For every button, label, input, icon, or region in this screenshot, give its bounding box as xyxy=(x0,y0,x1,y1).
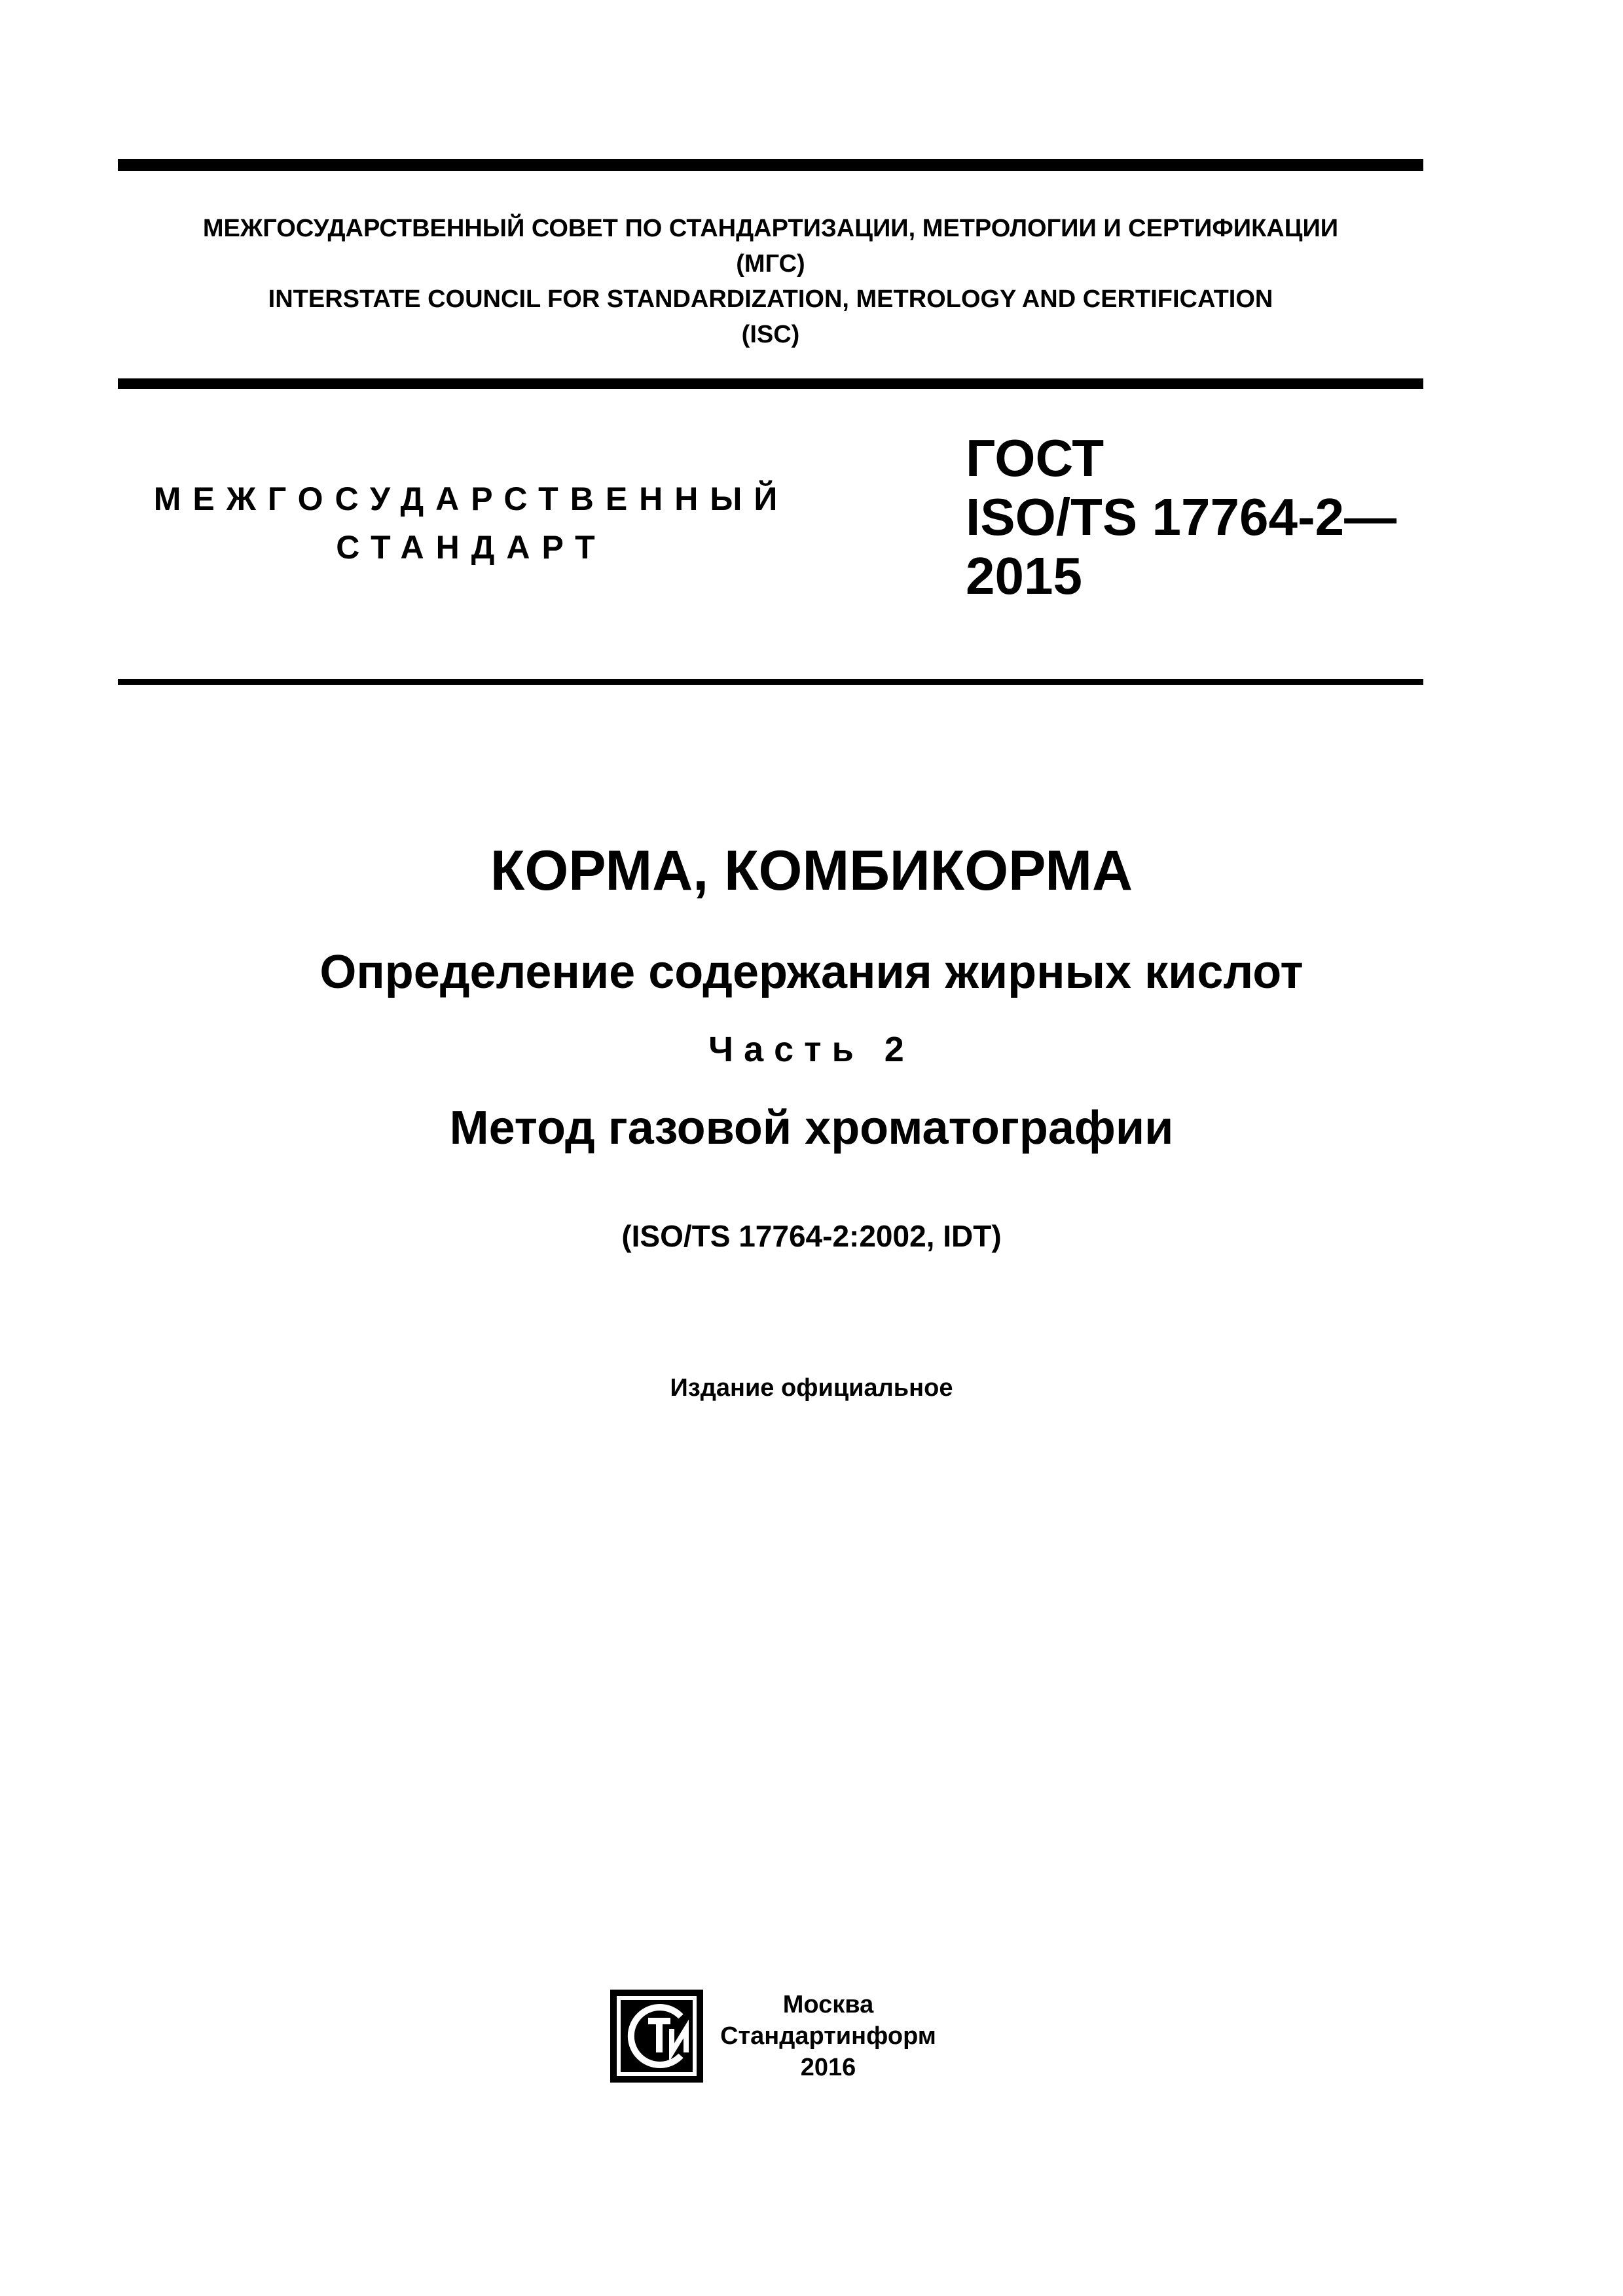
standard-type xyxy=(144,475,799,572)
publisher-city: Москва xyxy=(782,1991,874,2018)
council-name-en: INTERSTATE COUNCIL FOR STANDARDIZATION, METROLOGY AND CERTIFICATION xyxy=(268,285,1273,313)
council-abbr-en: (ISC) xyxy=(741,321,800,348)
standartinform-logo-icon xyxy=(608,1987,706,2085)
standard-designation xyxy=(966,429,1396,606)
council-abbr-ru: (МГС) xyxy=(736,250,805,278)
header-rule xyxy=(118,378,1423,389)
document-method: Метод газовой хроматографии xyxy=(449,1102,1174,1154)
iso-reference: (ISO/TS 17764-2:2002, IDT) xyxy=(621,1219,1002,1253)
document-subtitle: Определение содержания жирных кислот xyxy=(319,946,1304,998)
designation-number: ISO/TS 17764-2— xyxy=(966,488,1397,546)
document-title: КОРМА, КОМБИКОРМА xyxy=(490,839,1133,902)
council-header xyxy=(118,211,1423,352)
publisher-name: Стандартинформ xyxy=(720,2022,936,2050)
designation-gost: ГОСТ xyxy=(966,429,1104,487)
council-name-ru: МЕЖГОСУДАРСТВЕННЫЙ СОВЕТ ПО СТАНДАРТИЗАЦИИ, МЕТРОЛОГИИ И СЕРТИФИКАЦИИ xyxy=(202,215,1339,242)
publisher-block xyxy=(720,1989,936,2083)
document-part: Часть 2 xyxy=(708,1030,915,1069)
standard-type-line1: МЕЖГОСУДАРСТВЕННЫЙ xyxy=(153,481,790,517)
top-rule xyxy=(118,159,1423,171)
publisher-year: 2016 xyxy=(800,2054,856,2081)
standard-type-line2: СТАНДАРТ xyxy=(336,529,607,566)
designation-rule xyxy=(118,679,1423,685)
edition-label: Издание официальное xyxy=(670,1374,953,1402)
designation-year: 2015 xyxy=(966,547,1082,605)
